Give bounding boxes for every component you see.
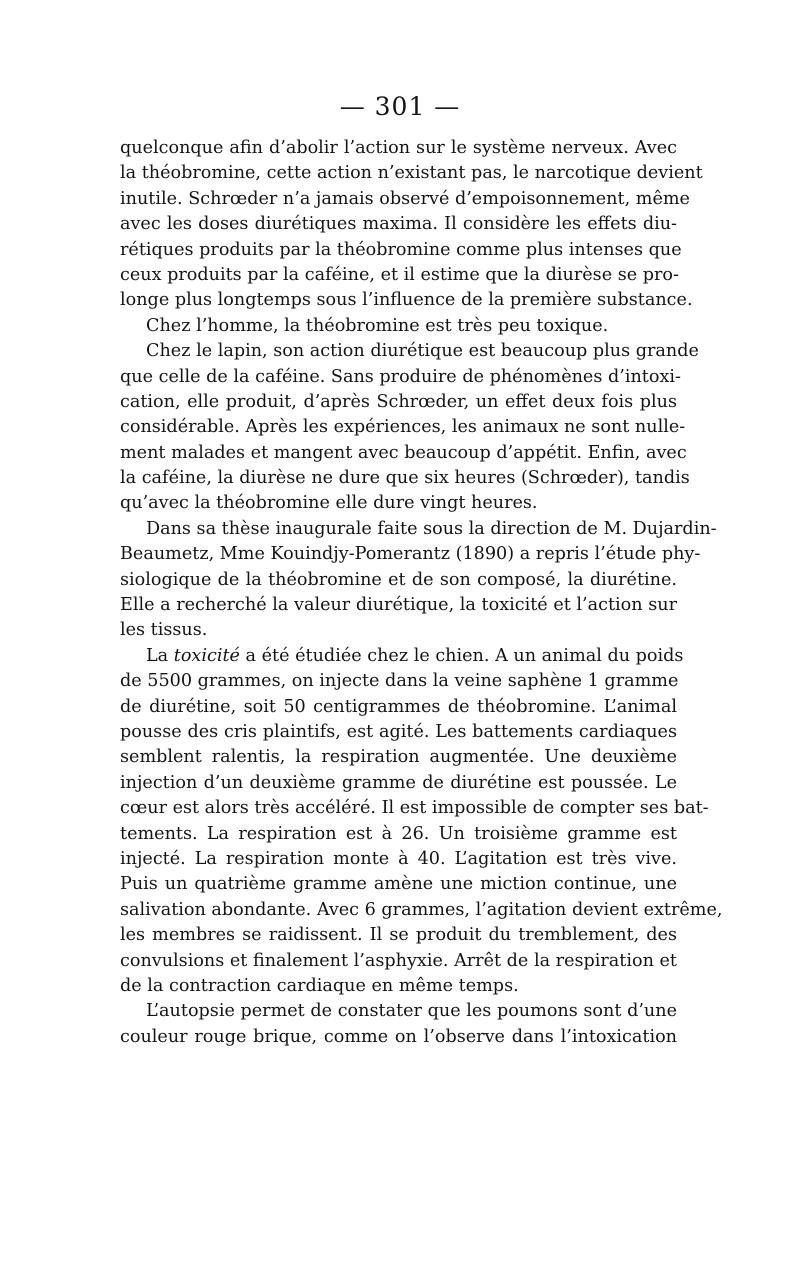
- text-line: injecté. La respiration monte à 40. L’agitation est très vive.: [120, 848, 677, 869]
- text-line: ceux produits par la caféine, et il estime que la diurèse se pro-: [120, 264, 679, 285]
- text-line: tements. La respiration est à 26. Un troisième gramme est: [120, 823, 677, 844]
- text-line: Dans sa thèse inaugurale faite sous la direction de M. Dujardin-: [146, 518, 717, 539]
- text-line: avec les doses diurétiques maxima. Il considère les effets diu-: [120, 214, 677, 235]
- text-line: injection d’un deuxième gramme de diurétine est poussée. Le: [120, 772, 677, 793]
- paragraph: [120, 314, 677, 339]
- text-line: semblent ralentis, la respiration augmentée. Une deuxième: [120, 747, 677, 768]
- text-line: Beaumetz, Mme Kouindjy-Pomerantz (1890) a repris l’étude phy-: [120, 544, 701, 565]
- text-line: de 5500 grammes, on injecte dans la veine saphène 1 gramme: [120, 671, 679, 692]
- text-line: salivation abondante. Avec 6 grammes, l’agitation devient extrême,: [120, 899, 723, 920]
- text-line: inutile. Schrœder n’a jamais observé d’empoisonnement, même: [120, 188, 690, 209]
- paragraph: [120, 999, 677, 1050]
- text-line: Puis un quatrième gramme amène une miction continue, une: [120, 874, 677, 895]
- text-line: Chez le lapin, son action diurétique est beaucoup plus grande: [146, 341, 699, 362]
- text-line: La toxicité a été étudiée chez le chien. A un animal du poids: [146, 645, 684, 666]
- text-line: convulsions et finalement l’asphyxie. Arrêt de la respiration et: [120, 950, 677, 971]
- paragraph: [120, 644, 723, 999]
- text-line: de diurétine, soit 50 centigrammes de théobromine. L’animal: [120, 696, 677, 717]
- text-line: quelconque afin d’abolir l’action sur le système nerveux. Avec: [120, 138, 677, 158]
- text-line: de la contraction cardiaque en même temps.: [120, 975, 519, 996]
- text-line: les membres se raidissent. Il se produit du tremblement, des: [120, 925, 677, 946]
- text-body: [120, 136, 723, 1050]
- text-line: siologique de la théobromine et de son composé, la diurétine.: [120, 569, 677, 590]
- text-line: longe plus longtemps sous l’influence de la première substance.: [120, 290, 693, 311]
- text-line: cœur est alors très accéléré. Il est impossible de compter ses bat-: [120, 798, 709, 819]
- text-line: la théobromine, cette action n’existant pas, le narcotique devient: [120, 163, 703, 184]
- text-line: rétiques produits par la théobromine comme plus intenses que: [120, 239, 682, 260]
- text-line: qu’avec la théobromine elle dure vingt heures.: [120, 493, 538, 514]
- text-line: ment malades et mangent avec beaucoup d’appétit. Enfin, avec: [120, 442, 687, 463]
- text-line: Chez l’homme, la théobromine est très peu toxique.: [146, 315, 609, 336]
- text-line: les tissus.: [120, 620, 208, 641]
- paragraph: [120, 339, 699, 517]
- text-line: couleur rouge brique, comme on l’observe dans l’intoxication: [120, 1026, 677, 1047]
- text-line: Elle a recherché la valeur diurétique, la toxicité et l’action sur: [120, 595, 677, 616]
- text-line: pousse des cris plaintifs, est agité. Les battements cardiaques: [120, 721, 677, 742]
- text-line: la caféine, la diurèse ne dure que six heures (Schrœder), tandis: [120, 468, 690, 489]
- text-line: que celle de la caféine. Sans produire de phénomènes d’intoxi-: [120, 366, 681, 387]
- text-line: L’autopsie permet de constater que les poumons sont d’une: [146, 1001, 677, 1022]
- text-line: considérable. Après les expériences, les animaux ne sont nulle-: [120, 417, 686, 438]
- paragraph: [120, 136, 703, 314]
- text-line: cation, elle produit, d’après Schrœder, un effet deux fois plus: [120, 391, 677, 412]
- page-number: — 301 —: [339, 92, 461, 121]
- paragraph: [120, 517, 717, 644]
